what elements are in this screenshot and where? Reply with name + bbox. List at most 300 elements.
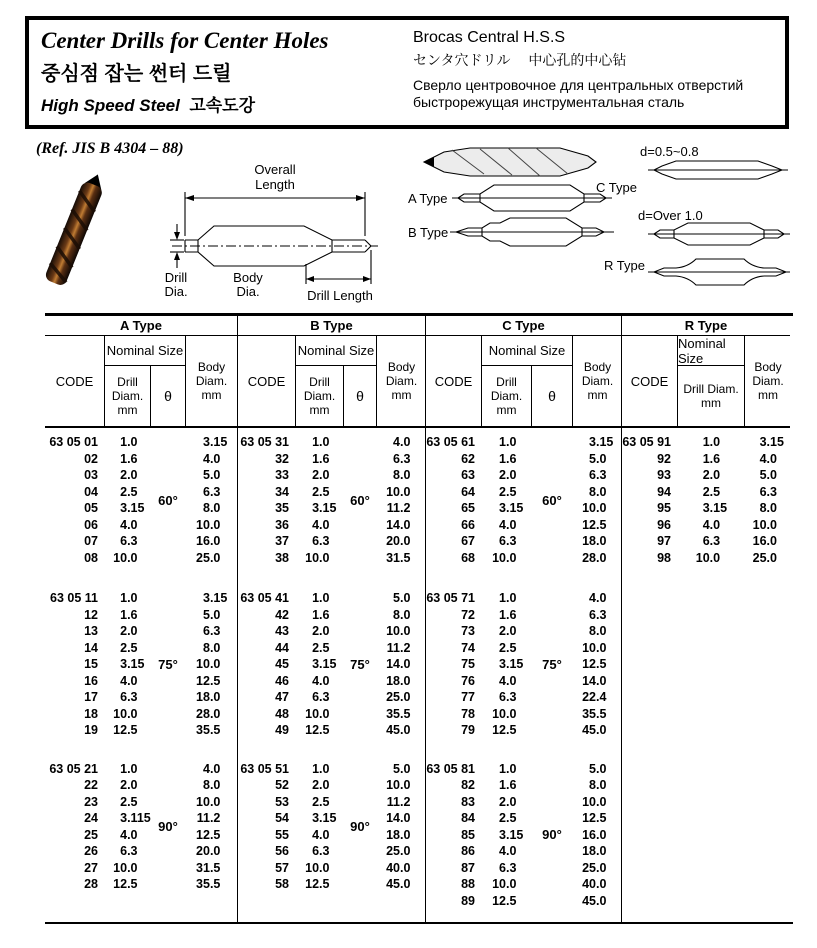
drill-diam-cell: 3 .15: [702, 501, 728, 516]
drill-diam-cell: 1 .0: [120, 435, 138, 450]
table-row: [45, 607, 237, 624]
body-diam-cell: 10 .0: [582, 794, 607, 809]
drill-diam-cell: 6 .3: [312, 534, 330, 549]
table-row: [426, 623, 621, 640]
drill-diam-cell: 12 .5: [113, 877, 138, 892]
body-diam-cell: 12 .5: [196, 673, 221, 688]
table-row: [238, 794, 425, 811]
drill-diam-cell: 4 .0: [312, 827, 330, 842]
table-row: [238, 706, 425, 723]
table-row: [426, 533, 621, 550]
code-cell: 17: [84, 690, 98, 705]
body-diam-cell: 5 .0: [203, 607, 221, 622]
material-english: High Speed Steel: [41, 96, 180, 115]
body-diam-cell: 28 .0: [582, 550, 607, 565]
r-type-drawing: [648, 259, 790, 285]
table-row: [426, 673, 621, 690]
drill-diam-header: [678, 366, 744, 426]
body-diam-cell: 35 .5: [386, 706, 411, 721]
body-diam-cell: 8 .0: [203, 778, 221, 793]
code-column-header: CODE: [622, 336, 678, 426]
drill-diam-cell: 4 .0: [499, 517, 517, 532]
drill-diam-cell: 6 .3: [499, 860, 517, 875]
code-cell: 38: [275, 550, 289, 565]
body-diam-cell: 31 .5: [196, 860, 221, 875]
table-row: [622, 434, 790, 451]
code-cell: 79: [461, 723, 475, 738]
body-diam-cell: 11 .2: [386, 501, 411, 516]
body-diam-cell: 6 .3: [589, 607, 607, 622]
sample-drill-drawing: [424, 148, 596, 176]
code-cell: 25: [84, 827, 98, 842]
body-diam-cell: 14 .0: [582, 673, 607, 688]
drill-diam-cell: 10 .0: [492, 706, 517, 721]
drill-diam-cell: 6 .3: [312, 844, 330, 859]
table-row: [45, 777, 237, 794]
code-cell: 49: [275, 723, 289, 738]
code-column-header: CODE: [45, 336, 105, 426]
table-row: [238, 722, 425, 739]
body-diam-cell: 22 .4: [582, 690, 607, 705]
drill-diam-cell: 2 .0: [312, 778, 330, 793]
theta-value: 60°: [542, 492, 562, 508]
table-row: [426, 722, 621, 739]
code-cell: 04: [84, 484, 98, 499]
body-diam-cell: 12 .5: [582, 517, 607, 532]
overall-length-label-line1: Overall: [254, 162, 296, 177]
code-cell: 02: [84, 451, 98, 466]
drill-diam-cell: 3 .15: [312, 501, 337, 516]
drill-diam-cell: 1 .0: [499, 435, 517, 450]
code-cell: 64: [461, 484, 475, 499]
code-cell: 36: [275, 517, 289, 532]
body-diam-header: [744, 336, 791, 426]
body-diam-cell: 10 .0: [582, 640, 607, 655]
code-cell: 63 05 81: [426, 761, 475, 776]
row-group: [45, 761, 237, 893]
body-diam-cell: 10 .0: [386, 484, 411, 499]
drill-diam-cell: 1 .0: [499, 761, 517, 776]
code-cell: 75: [461, 657, 475, 672]
drill-diam-cell: 2 .0: [120, 468, 138, 483]
body-diam-cell: 4 .0: [759, 451, 777, 466]
code-cell: 56: [275, 844, 289, 859]
code-cell: 85: [461, 827, 475, 842]
drill-diam-cell: 2 .0: [312, 468, 330, 483]
body-header-l3: mm: [587, 388, 608, 402]
header-right: [413, 28, 775, 119]
table-row: [238, 827, 425, 844]
row-group: [45, 590, 237, 739]
drill-diam-cell: 10 .0: [305, 706, 330, 721]
drill-diam-cell: 2 .5: [312, 794, 330, 809]
body-header-l2: Diam.: [581, 374, 614, 388]
material-subtitle: [41, 91, 413, 116]
code-cell: 62: [461, 451, 475, 466]
table-row: [238, 876, 425, 893]
body-diam-cell: 18 .0: [386, 673, 411, 688]
body-diam-cell: 40 .0: [386, 860, 411, 875]
body-diam-cell: 18 .0: [386, 827, 411, 842]
code-cell: 83: [461, 794, 475, 809]
drill-diam-cell: 2 .5: [499, 484, 517, 499]
code-cell: 63 05 51: [240, 761, 289, 776]
drill-length-label: Drill Length: [307, 288, 373, 303]
body-diam-cell: 6 .3: [393, 451, 411, 466]
body-diam-cell: 8 .0: [759, 501, 777, 516]
theta-value: 90°: [542, 827, 562, 843]
drill-diam-cell: 2 .5: [120, 640, 138, 655]
body-diam-cell: 25 .0: [386, 690, 411, 705]
body-diam-cell: 14 .0: [386, 811, 411, 826]
code-cell: 63 05 61: [426, 435, 475, 450]
drill-diam-cell: 10 .0: [695, 550, 721, 565]
section-title: C Type: [426, 316, 621, 336]
drill-header-l2: mm: [701, 396, 721, 410]
drill-diam-cell: 2 .0: [499, 624, 517, 639]
theta-value: 75°: [350, 656, 370, 672]
body-diam-cell: 6 .3: [759, 484, 777, 499]
body-diam-cell: 16 .0: [752, 534, 777, 549]
row-group: [238, 590, 425, 739]
theta-value: 60°: [158, 492, 178, 508]
section-title: A Type: [45, 316, 237, 336]
drill-diam-cell: 3 .15: [499, 657, 524, 672]
drill-diam-cell: 4 .0: [499, 844, 517, 859]
drill-diam-cell: 4 .0: [702, 517, 721, 532]
drill-header-l2: Diam.: [111, 389, 144, 403]
body-diam-cell: 25 .0: [582, 860, 607, 875]
body-diam-header: [376, 336, 426, 426]
code-cell: 63 05 11: [50, 591, 98, 606]
code-cell: 23: [84, 794, 98, 809]
drill-header-l2: Diam.: [490, 389, 523, 403]
code-cell: 07: [84, 534, 98, 549]
drill-diam-cell: 12 .5: [113, 723, 138, 738]
code-cell: 24: [84, 811, 98, 826]
drill-header-l3: mm: [309, 403, 330, 417]
drill-diam-cell: 3 .115: [120, 811, 151, 826]
table-row: [45, 706, 237, 723]
title-russian-line2: быстрорежущая инструментальная сталь: [413, 94, 685, 110]
body-diam-cell: 35 .5: [196, 877, 221, 892]
drill-diam-cell: 4 .0: [499, 673, 517, 688]
drill-diam-cell: 1 .6: [312, 451, 330, 466]
title-russian-line1: Сверло центровочное для центральных отверстий: [413, 77, 744, 93]
body-diam-cell: 5 .0: [393, 761, 411, 776]
code-cell: 27: [84, 860, 98, 875]
drill-diam-cell: 12 .5: [305, 723, 330, 738]
drill-diam-cell: 4 .0: [312, 673, 330, 688]
table-row: [238, 500, 425, 517]
nominal-size-group: [296, 336, 376, 426]
code-cell: 06: [84, 517, 98, 532]
drill-diam-cell: 10 .0: [113, 550, 138, 565]
theta-value: 90°: [350, 819, 370, 834]
page-title-korean: 중심점 잡는 썬터 드릴: [41, 63, 232, 85]
body-diam-cell: 16 .0: [582, 827, 607, 842]
drill-diam-cell: 4 .0: [120, 673, 138, 688]
body-header-l1: Body: [754, 360, 782, 374]
table-row: [238, 467, 425, 484]
code-cell: 78: [461, 706, 475, 721]
drill-diam-cell: 2 .0: [499, 468, 517, 483]
table-row: [45, 810, 237, 827]
table-row: [238, 517, 425, 534]
a-type-label: A Type: [408, 191, 448, 206]
code-cell: 94: [657, 484, 671, 499]
body-diam-cell: 25 .0: [196, 550, 221, 565]
body-diam-cell: 18 .0: [582, 844, 607, 859]
table-row: [426, 484, 621, 501]
section-rows: [45, 428, 237, 922]
code-cell: 87: [461, 860, 475, 875]
drill-diam-cell: 12 .5: [492, 893, 517, 908]
drill-diam-cell: 2 .5: [312, 640, 330, 655]
body-header-l2: Diam.: [752, 374, 784, 388]
table-row: [238, 810, 425, 827]
code-cell: 63 05 71: [426, 591, 475, 606]
body-diam-header: [185, 336, 237, 426]
code-cell: 12: [84, 607, 98, 622]
body-diam-cell: 5 .0: [589, 761, 607, 776]
body-diam-cell: 40 .0: [582, 877, 607, 892]
table-row: [45, 484, 237, 501]
code-cell: 98: [657, 550, 671, 565]
body-diam-cell: 5 .0: [759, 468, 777, 483]
row-group: [426, 761, 621, 910]
body-diam-cell: 5 .0: [589, 451, 607, 466]
table-row: [622, 550, 790, 567]
table-section-b-type: [237, 316, 425, 922]
table-row: [426, 827, 621, 844]
theta-column-header: θ: [164, 388, 172, 404]
drill-diam-header: [296, 366, 344, 426]
column-headers: [45, 336, 237, 428]
code-cell: 86: [461, 844, 475, 859]
table-row: [426, 860, 621, 877]
drill-diam-cell: 2 .5: [120, 794, 138, 809]
code-cell: 34: [275, 484, 289, 499]
table-row: [426, 550, 621, 567]
drill-diam-cell: 10 .0: [305, 860, 330, 875]
row-group: [622, 434, 790, 566]
table-row: [426, 607, 621, 624]
code-cell: 82: [461, 778, 475, 793]
drill-header-l3: mm: [496, 403, 517, 417]
drill-diam-cell: 3 .15: [499, 501, 524, 516]
c-type-small-d-label: d=0.5~0.8: [640, 144, 699, 159]
table-row: [45, 689, 237, 706]
drill-diam-cell: 4 .0: [120, 827, 138, 842]
body-diam-cell: 8 .0: [393, 607, 411, 622]
drill-diam-cell: 2 .0: [702, 468, 721, 483]
body-diam-cell: 11 .2: [196, 811, 221, 826]
b-type-label: B Type: [408, 225, 449, 240]
nominal-size-header: Nominal Size: [296, 336, 376, 366]
nominal-size-group: [678, 336, 744, 426]
drill-diam-cell: 2 .5: [312, 484, 330, 499]
body-diam-cell: 35 .5: [196, 723, 221, 738]
table-row: [238, 434, 425, 451]
title-spanish: Brocas Central H.S.S: [413, 29, 566, 46]
body-diam-cell: 4 .0: [203, 451, 221, 466]
table-row: [622, 517, 790, 534]
drill-diam-cell: 3 .15: [312, 811, 337, 826]
code-cell: 32: [275, 451, 289, 466]
drill-header-l2: Diam.: [303, 389, 336, 403]
drill-diam-cell: 1 .6: [120, 451, 138, 466]
theta-value: 75°: [158, 656, 178, 672]
body-header-l2: Diam.: [385, 374, 418, 388]
code-cell: 77: [461, 690, 475, 705]
code-cell: 84: [461, 811, 475, 826]
drill-diam-cell: 3 .15: [312, 657, 337, 672]
drill-diam-cell: 6 .3: [312, 690, 330, 705]
drill-diam-cell: 6 .3: [120, 844, 138, 859]
body-diam-cell: 10 .0: [386, 778, 411, 793]
header-box: [25, 16, 789, 129]
code-cell: 88: [461, 877, 475, 892]
code-cell: 46: [275, 673, 289, 688]
drill-diam-cell: 1 .0: [499, 591, 517, 606]
code-cell: 92: [657, 451, 671, 466]
body-diam-cell: 8 .0: [589, 484, 607, 499]
body-diam-cell: 18 .0: [196, 690, 221, 705]
body-dia-label-line2: Dia.: [236, 284, 260, 299]
body-diam-cell: 8 .0: [589, 778, 607, 793]
drill-photo-shape: [44, 170, 108, 287]
table-row: [426, 500, 621, 517]
code-cell: 55: [275, 827, 289, 842]
table-row: [622, 451, 790, 468]
table-row: [45, 434, 237, 451]
code-cell: 63 05 21: [49, 761, 98, 776]
table-section-a-type: [45, 316, 237, 922]
table-row: [45, 467, 237, 484]
type-variants-drawing: [392, 140, 792, 302]
body-diam-header: [572, 336, 622, 426]
table-row: [622, 500, 790, 517]
code-cell: 13: [84, 624, 98, 639]
drill-diam-header: [105, 366, 151, 426]
row-group: [426, 590, 621, 739]
row-group: [238, 761, 425, 893]
table-row: [45, 827, 237, 844]
section-title: R Type: [622, 316, 790, 336]
code-cell: 72: [461, 607, 475, 622]
drill-diam-cell: 1 .6: [499, 607, 517, 622]
theta-column-header: θ: [548, 388, 556, 404]
code-cell: 96: [657, 517, 671, 532]
drill-diam-cell: 1 .6: [120, 607, 138, 622]
row-group: [426, 434, 621, 566]
code-cell: 14: [84, 640, 98, 655]
code-cell: 65: [461, 501, 475, 516]
body-diam-cell: 10 .0: [386, 624, 411, 639]
code-cell: 08: [84, 550, 98, 565]
code-cell: 63 05 41: [240, 591, 289, 606]
body-diam-cell: 3 .15: [759, 435, 784, 450]
code-cell: 63 05 01: [49, 435, 98, 450]
row-group: [238, 434, 425, 566]
page-title: Center Drills for Center Holes: [41, 28, 329, 53]
overall-length-label-line2: Length: [255, 177, 295, 192]
body-diam-cell: 3 .15: [203, 435, 228, 450]
drill-diam-cell: 6 .3: [702, 534, 721, 549]
table-row: [426, 843, 621, 860]
body-diam-cell: 14 .0: [386, 657, 411, 672]
drill-photo: [26, 166, 124, 296]
drill-diam-cell: 2 .0: [312, 624, 330, 639]
section-rows: [426, 428, 621, 922]
r-type-label: R Type: [604, 258, 645, 273]
table-row: [45, 451, 237, 468]
drill-diam-cell: 1 .6: [499, 778, 517, 793]
material-korean: 고속도강: [189, 96, 256, 115]
table-row: [45, 623, 237, 640]
body-diam-cell: 12 .5: [582, 657, 607, 672]
body-diam-cell: 45 .0: [582, 893, 607, 908]
table-row: [238, 640, 425, 657]
body-diam-cell: 25 .0: [386, 844, 411, 859]
body-diam-cell: 11 .2: [386, 794, 411, 809]
theta-value: 60°: [350, 492, 370, 508]
table-row: [622, 484, 790, 501]
code-column-header: CODE: [238, 336, 296, 426]
drill-diam-cell: 3 .15: [499, 827, 524, 842]
body-header-l3: mm: [201, 388, 222, 402]
body-diam-cell: 16 .0: [196, 534, 221, 549]
nominal-size-group: [482, 336, 572, 426]
table-row: [426, 451, 621, 468]
table-row: [45, 722, 237, 739]
b-type-drawing: [450, 218, 614, 246]
body-diam-cell: 10 .0: [196, 657, 221, 672]
table-row: [45, 590, 237, 607]
table-row: [426, 434, 621, 451]
code-cell: 73: [461, 624, 475, 639]
code-cell: 66: [461, 517, 475, 532]
code-cell: 47: [275, 690, 289, 705]
table-row: [238, 623, 425, 640]
drill-diam-cell: 2 .5: [499, 811, 517, 826]
body-diam-cell: 10 .0: [752, 517, 777, 532]
body-header-l1: Body: [197, 360, 226, 374]
drill-header-l1: Drill: [309, 375, 330, 389]
body-diam-cell: 4 .0: [393, 435, 411, 450]
code-cell: 22: [84, 778, 98, 793]
drill-diam-cell: 10 .0: [113, 706, 138, 721]
table-row: [426, 893, 621, 910]
c-type-label: C Type: [596, 180, 637, 195]
dimension-drawing: [126, 158, 391, 308]
body-diam-cell: 12 .5: [582, 811, 607, 826]
table-row: [426, 876, 621, 893]
body-diam-cell: 6 .3: [589, 468, 607, 483]
drill-diam-cell: 2 .0: [120, 624, 138, 639]
c-type-small-d-drawing: [648, 161, 788, 179]
table-row: [622, 467, 790, 484]
table-row: [45, 517, 237, 534]
table-row: [45, 550, 237, 567]
table-row: [238, 533, 425, 550]
table-row: [45, 860, 237, 877]
code-cell: 52: [275, 778, 289, 793]
table-row: [426, 467, 621, 484]
drill-diam-cell: 6 .3: [120, 690, 138, 705]
drill-diam-cell: 10 .0: [113, 860, 138, 875]
